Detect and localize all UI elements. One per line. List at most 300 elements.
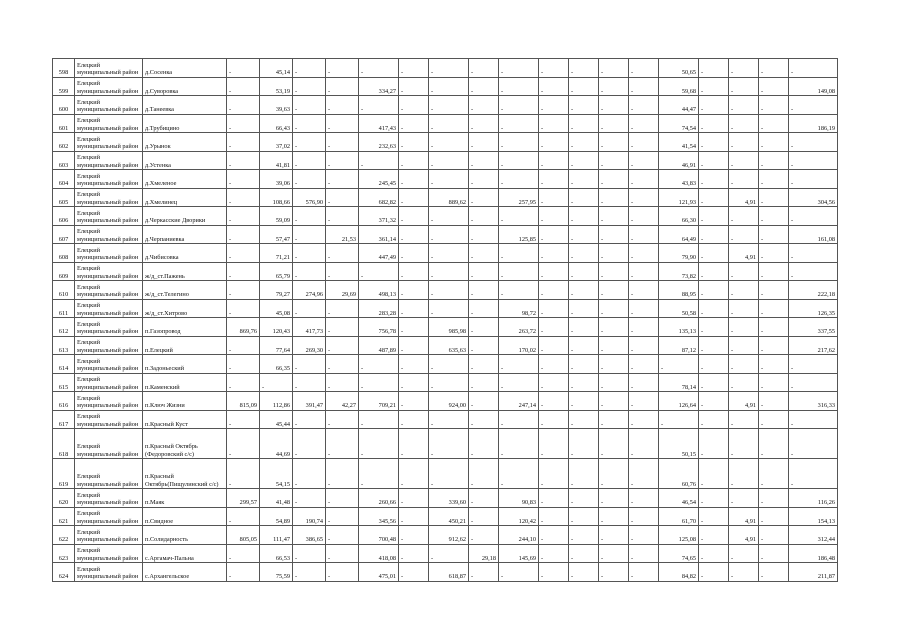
table-cell-c14: - [599, 410, 629, 429]
table-cell-c9: - [429, 59, 469, 78]
table-cell-c7: 447,49 [359, 244, 399, 263]
table-cell-c3: - [227, 544, 260, 563]
table-cell-c20: 149,08 [789, 77, 838, 96]
table-row [53, 244, 838, 263]
table-body [53, 59, 838, 582]
table-cell-c18: - [729, 299, 759, 318]
table-cell-c14: - [599, 526, 629, 545]
table-cell-c7: 475,01 [359, 563, 399, 582]
table-cell-c5: - [293, 489, 326, 508]
data-table [52, 58, 838, 582]
table-cell-c17: - [699, 207, 729, 226]
table-cell-c18: - [729, 207, 759, 226]
table-cell-c17: - [699, 244, 729, 263]
table-cell-c6: 29,69 [326, 281, 359, 300]
table-cell-c9: - [429, 355, 469, 374]
table-cell-c11: 244,10 [499, 526, 539, 545]
table-cell-c16: 64,49 [659, 225, 699, 244]
table-cell-c13: - [569, 96, 599, 115]
table-cell-settlement: д.Черкасские Дворики [143, 207, 227, 226]
table-cell-c4: 45,14 [260, 59, 293, 78]
table-cell-c17: - [699, 225, 729, 244]
table-row [53, 318, 838, 337]
table-cell-c6: - [326, 133, 359, 152]
table-cell-c4: 39,63 [260, 96, 293, 115]
table-cell-c14: - [599, 207, 629, 226]
table-cell-c13: - [569, 489, 599, 508]
table-cell-c14: - [599, 373, 629, 392]
table-cell-c5: - [293, 96, 326, 115]
table-cell-settlement: ж/д_ст.Телегино [143, 281, 227, 300]
table-cell-c17: - [699, 299, 729, 318]
table-cell-c3: 805,05 [227, 526, 260, 545]
table-cell-c4: 53,19 [260, 77, 293, 96]
table-cell-c11: 263,72 [499, 318, 539, 337]
table-cell-idx: 610 [53, 281, 75, 300]
table-cell-c8: - [399, 429, 429, 459]
table-cell-idx: 609 [53, 262, 75, 281]
table-cell-c4: 120,43 [260, 318, 293, 337]
table-cell-c4: 79,27 [260, 281, 293, 300]
table-cell-c7: 232,63 [359, 133, 399, 152]
table-cell-c10: - [469, 459, 499, 489]
table-cell-c16: 78,14 [659, 373, 699, 392]
table-cell-c13: - [569, 244, 599, 263]
table-cell-c16: 46,54 [659, 489, 699, 508]
table-cell-c12: - [539, 59, 569, 78]
table-cell-c18: - [729, 318, 759, 337]
table-cell-settlement: д.Трубицино [143, 114, 227, 133]
table-cell-idx: 601 [53, 114, 75, 133]
table-cell-c20: - [789, 170, 838, 189]
table-cell-c13: - [569, 151, 599, 170]
table-cell-c16: 74,54 [659, 114, 699, 133]
table-row [53, 392, 838, 411]
table-cell-district: Елецкий муниципальный район [75, 188, 143, 207]
table-cell-c6: - [326, 207, 359, 226]
table-cell-c15: - [629, 151, 659, 170]
table-cell-c14: - [599, 114, 629, 133]
table-cell-c8: - [399, 299, 429, 318]
table-cell-c9: 912,62 [429, 526, 469, 545]
table-cell-c17: - [699, 151, 729, 170]
table-cell-c9: 618,87 [429, 563, 469, 582]
table-cell-c11: - [499, 355, 539, 374]
table-cell-idx: 619 [53, 459, 75, 489]
table-cell-c3: 869,76 [227, 318, 260, 337]
table-cell-district: Елецкий муниципальный район [75, 281, 143, 300]
table-row [53, 507, 838, 526]
table-cell-c16: - [659, 355, 699, 374]
table-cell-c20: - [789, 96, 838, 115]
table-cell-c14: - [599, 489, 629, 508]
table-cell-c5: - [293, 244, 326, 263]
table-cell-district: Елецкий муниципальный район [75, 133, 143, 152]
table-cell-c7: 345,56 [359, 507, 399, 526]
table-cell-district: Елецкий муниципальный район [75, 392, 143, 411]
table-cell-idx: 622 [53, 526, 75, 545]
table-cell-c12: - [539, 392, 569, 411]
table-cell-c18: - [729, 96, 759, 115]
table-cell-c13: - [569, 507, 599, 526]
table-cell-c3: - [227, 355, 260, 374]
table-cell-c12: - [539, 507, 569, 526]
table-cell-c10: - [469, 170, 499, 189]
table-cell-district: Елецкий муниципальный район [75, 526, 143, 545]
table-cell-c3: - [227, 459, 260, 489]
table-cell-c19: - [759, 489, 789, 508]
table-cell-c10: - [469, 507, 499, 526]
table-cell-c20: - [789, 429, 838, 459]
table-cell-c8: - [399, 151, 429, 170]
table-cell-c4: 65,79 [260, 262, 293, 281]
table-cell-c12: - [539, 544, 569, 563]
table-cell-c19: - [759, 507, 789, 526]
table-cell-c7: - [359, 355, 399, 374]
table-cell-c4: 75,59 [260, 563, 293, 582]
table-cell-c6: - [326, 299, 359, 318]
table-cell-c5: 576,90 [293, 188, 326, 207]
table-cell-district: Елецкий муниципальный район [75, 96, 143, 115]
table-cell-c17: - [699, 563, 729, 582]
table-cell-idx: 621 [53, 507, 75, 526]
table-cell-c17: - [699, 188, 729, 207]
table-cell-c6: - [326, 410, 359, 429]
table-cell-c9: - [429, 262, 469, 281]
table-cell-c14: - [599, 299, 629, 318]
table-cell-c12: - [539, 429, 569, 459]
table-cell-idx: 599 [53, 77, 75, 96]
table-cell-c5: - [293, 544, 326, 563]
table-cell-c16: 59,68 [659, 77, 699, 96]
table-cell-c14: - [599, 563, 629, 582]
table-cell-settlement: п.Красный Куст [143, 410, 227, 429]
table-cell-c6: - [326, 429, 359, 459]
table-row [53, 459, 838, 489]
table-cell-c12: - [539, 373, 569, 392]
table-cell-c20: 217,62 [789, 336, 838, 355]
table-cell-c15: - [629, 318, 659, 337]
table-cell-c13: - [569, 355, 599, 374]
table-cell-c3: - [227, 77, 260, 96]
table-row [53, 114, 838, 133]
table-cell-c3: - [227, 207, 260, 226]
table-cell-c11: 170,02 [499, 336, 539, 355]
table-cell-c4: 57,47 [260, 225, 293, 244]
table-cell-c16: 125,08 [659, 526, 699, 545]
table-cell-c20: 211,87 [789, 563, 838, 582]
table-cell-c8: - [399, 96, 429, 115]
table-cell-c19: - [759, 355, 789, 374]
table-cell-c9: - [429, 133, 469, 152]
table-cell-c19: - [759, 151, 789, 170]
table-cell-c11: - [499, 244, 539, 263]
table-cell-idx: 618 [53, 429, 75, 459]
table-cell-c19: - [759, 225, 789, 244]
table-cell-settlement: п.Каменский [143, 373, 227, 392]
table-cell-c4: 39,06 [260, 170, 293, 189]
table-cell-c16: 61,70 [659, 507, 699, 526]
table-cell-c16: 84,82 [659, 563, 699, 582]
table-cell-idx: 614 [53, 355, 75, 374]
table-cell-c9: 339,60 [429, 489, 469, 508]
table-cell-c11: 98,72 [499, 299, 539, 318]
table-cell-c6: - [326, 355, 359, 374]
table-cell-c9: - [429, 225, 469, 244]
table-cell-c4: 45,08 [260, 299, 293, 318]
table-cell-c6: - [326, 544, 359, 563]
table-cell-settlement: п.Красный Октябрь (Федоровский с/с) [143, 429, 227, 459]
table-cell-c9: 889,62 [429, 188, 469, 207]
table-cell-c4: 45,44 [260, 410, 293, 429]
table-cell-c17: - [699, 526, 729, 545]
table-cell-c16: 50,58 [659, 299, 699, 318]
table-cell-c4: 71,21 [260, 244, 293, 263]
table-cell-c20: - [789, 151, 838, 170]
table-cell-c11: - [499, 459, 539, 489]
table-cell-c8: - [399, 336, 429, 355]
table-cell-c19: - [759, 207, 789, 226]
table-cell-c17: - [699, 262, 729, 281]
table-cell-c12: - [539, 262, 569, 281]
table-cell-c13: - [569, 459, 599, 489]
table-cell-idx: 604 [53, 170, 75, 189]
table-cell-c8: - [399, 526, 429, 545]
table-cell-c10: - [469, 563, 499, 582]
table-cell-idx: 623 [53, 544, 75, 563]
table-cell-c7: 361,14 [359, 225, 399, 244]
table-row [53, 281, 838, 300]
table-cell-c9: - [429, 299, 469, 318]
table-cell-c19: - [759, 373, 789, 392]
table-cell-c10: - [469, 299, 499, 318]
table-cell-c14: - [599, 96, 629, 115]
table-cell-c12: - [539, 188, 569, 207]
table-cell-c19: - [759, 170, 789, 189]
table-cell-c18: - [729, 77, 759, 96]
table-cell-c17: - [699, 355, 729, 374]
table-cell-c3: - [227, 225, 260, 244]
table-cell-c4: - [260, 373, 293, 392]
table-cell-c20: 154,13 [789, 507, 838, 526]
table-cell-c11: - [499, 77, 539, 96]
table-cell-c10: - [469, 392, 499, 411]
table-cell-c6: - [326, 244, 359, 263]
table-cell-c15: - [629, 410, 659, 429]
table-cell-c13: - [569, 188, 599, 207]
table-cell-c5: - [293, 77, 326, 96]
table-cell-c6: - [326, 188, 359, 207]
table-cell-c20: - [789, 410, 838, 429]
table-cell-c17: - [699, 59, 729, 78]
table-cell-c12: - [539, 299, 569, 318]
table-cell-c5: - [293, 170, 326, 189]
table-row [53, 373, 838, 392]
table-cell-c10: - [469, 133, 499, 152]
table-cell-c18: 4,91 [729, 244, 759, 263]
table-cell-c3: - [227, 299, 260, 318]
table-cell-c18: - [729, 59, 759, 78]
table-cell-c6: - [326, 489, 359, 508]
table-cell-c5: - [293, 225, 326, 244]
table-cell-c13: - [569, 77, 599, 96]
table-cell-c20: 161,08 [789, 225, 838, 244]
table-cell-c18: - [729, 170, 759, 189]
table-cell-c13: - [569, 318, 599, 337]
table-cell-c17: - [699, 489, 729, 508]
table-cell-c11: - [499, 563, 539, 582]
table-cell-c6: - [326, 170, 359, 189]
table-cell-settlement: д.Суворовка [143, 77, 227, 96]
table-cell-c8: - [399, 373, 429, 392]
table-cell-c14: - [599, 225, 629, 244]
table-cell-idx: 612 [53, 318, 75, 337]
table-cell-c15: - [629, 188, 659, 207]
table-cell-idx: 607 [53, 225, 75, 244]
table-cell-c3: 815,09 [227, 392, 260, 411]
table-cell-c9: 450,21 [429, 507, 469, 526]
table-cell-c5: - [293, 410, 326, 429]
table-cell-idx: 613 [53, 336, 75, 355]
table-cell-c8: - [399, 207, 429, 226]
table-cell-c8: - [399, 410, 429, 429]
table-cell-c19: - [759, 96, 789, 115]
table-cell-c12: - [539, 489, 569, 508]
table-cell-c14: - [599, 244, 629, 263]
table-cell-c15: - [629, 459, 659, 489]
table-cell-district: Елецкий муниципальный район [75, 373, 143, 392]
table-cell-settlement: д.Урынок [143, 133, 227, 152]
table-cell-c15: - [629, 489, 659, 508]
table-cell-c14: - [599, 392, 629, 411]
table-row [53, 489, 838, 508]
table-cell-c20: 186,48 [789, 544, 838, 563]
table-cell-c16: 60,76 [659, 459, 699, 489]
table-cell-c10: - [469, 59, 499, 78]
table-cell-c3: - [227, 59, 260, 78]
table-cell-c6: - [326, 526, 359, 545]
table-cell-c15: - [629, 96, 659, 115]
table-cell-c19: - [759, 563, 789, 582]
table-cell-c4: 59,09 [260, 207, 293, 226]
table-cell-c15: - [629, 281, 659, 300]
table-cell-c8: - [399, 244, 429, 263]
table-cell-c19: - [759, 526, 789, 545]
table-cell-c12: - [539, 133, 569, 152]
table-cell-idx: 624 [53, 563, 75, 582]
table-cell-c19: - [759, 429, 789, 459]
table-cell-c4: 111,47 [260, 526, 293, 545]
table-cell-c5: 274,96 [293, 281, 326, 300]
table-row [53, 77, 838, 96]
table-cell-c13: - [569, 336, 599, 355]
table-cell-settlement: п.Ключ Жизни [143, 392, 227, 411]
table-row [53, 299, 838, 318]
table-cell-c9: - [429, 207, 469, 226]
table-cell-c19: - [759, 281, 789, 300]
table-cell-c7: - [359, 410, 399, 429]
table-cell-c8: - [399, 262, 429, 281]
table-cell-c8: - [399, 188, 429, 207]
table-cell-c13: - [569, 563, 599, 582]
table-cell-c5: - [293, 114, 326, 133]
table-cell-c9: - [429, 459, 469, 489]
table-cell-c8: - [399, 281, 429, 300]
table-cell-c17: - [699, 336, 729, 355]
table-cell-c8: - [399, 318, 429, 337]
table-row [53, 96, 838, 115]
table-cell-c13: - [569, 429, 599, 459]
table-cell-c16: 41,54 [659, 133, 699, 152]
table-cell-c8: - [399, 489, 429, 508]
table-cell-c5: - [293, 59, 326, 78]
table-cell-idx: 615 [53, 373, 75, 392]
table-cell-settlement: с.Аргамач-Пальна [143, 544, 227, 563]
table-cell-settlement: п.Задонье​ский [143, 355, 227, 374]
table-cell-c12: - [539, 318, 569, 337]
table-cell-district: Елецкий муниципальный район [75, 318, 143, 337]
table-cell-c7: 260,66 [359, 489, 399, 508]
table-cell-c13: - [569, 544, 599, 563]
table-cell-settlement: п.Свидное [143, 507, 227, 526]
table-cell-c13: - [569, 114, 599, 133]
table-cell-c8: - [399, 133, 429, 152]
table-cell-c11: - [499, 262, 539, 281]
table-cell-c9: - [429, 96, 469, 115]
table-cell-c9: - [429, 429, 469, 459]
table-cell-c5: 391,47 [293, 392, 326, 411]
table-cell-idx: 608 [53, 244, 75, 263]
table-cell-c16: 46,91 [659, 151, 699, 170]
table-cell-c15: - [629, 262, 659, 281]
table-cell-c4: 44,69 [260, 429, 293, 459]
table-cell-district: Елецкий муниципальный район [75, 355, 143, 374]
table-cell-settlement: д.Хмелинец [143, 188, 227, 207]
table-cell-c5: 417,73 [293, 318, 326, 337]
table-cell-c19: - [759, 544, 789, 563]
table-cell-settlement: ж/д_ст.Хитрово [143, 299, 227, 318]
table-cell-c12: - [539, 170, 569, 189]
table-cell-c17: - [699, 96, 729, 115]
table-cell-c16: 121,93 [659, 188, 699, 207]
table-cell-c12: - [539, 459, 569, 489]
table-cell-district: Елецкий муниципальный район [75, 77, 143, 96]
table-cell-c17: - [699, 77, 729, 96]
table-cell-c18: - [729, 355, 759, 374]
table-row [53, 170, 838, 189]
table-cell-c20: - [789, 459, 838, 489]
table-cell-c7: 487,89 [359, 336, 399, 355]
table-cell-c8: - [399, 355, 429, 374]
table-cell-c7: - [359, 59, 399, 78]
table-cell-c11: - [499, 59, 539, 78]
table-cell-c15: - [629, 244, 659, 263]
table-cell-c18: - [729, 410, 759, 429]
table-cell-c8: - [399, 459, 429, 489]
table-cell-c20: 186,19 [789, 114, 838, 133]
table-cell-c4: 77,64 [260, 336, 293, 355]
table-cell-c6: - [326, 77, 359, 96]
table-cell-c11: - [499, 151, 539, 170]
table-cell-settlement: ж/д_ст.Пажень [143, 262, 227, 281]
table-cell-c4: 66,43 [260, 114, 293, 133]
table-cell-idx: 605 [53, 188, 75, 207]
table-cell-c10: - [469, 114, 499, 133]
table-cell-c18: 4,91 [729, 188, 759, 207]
table-cell-c15: - [629, 373, 659, 392]
table-cell-c14: - [599, 77, 629, 96]
table-cell-district: Елецкий муниципальный район [75, 170, 143, 189]
